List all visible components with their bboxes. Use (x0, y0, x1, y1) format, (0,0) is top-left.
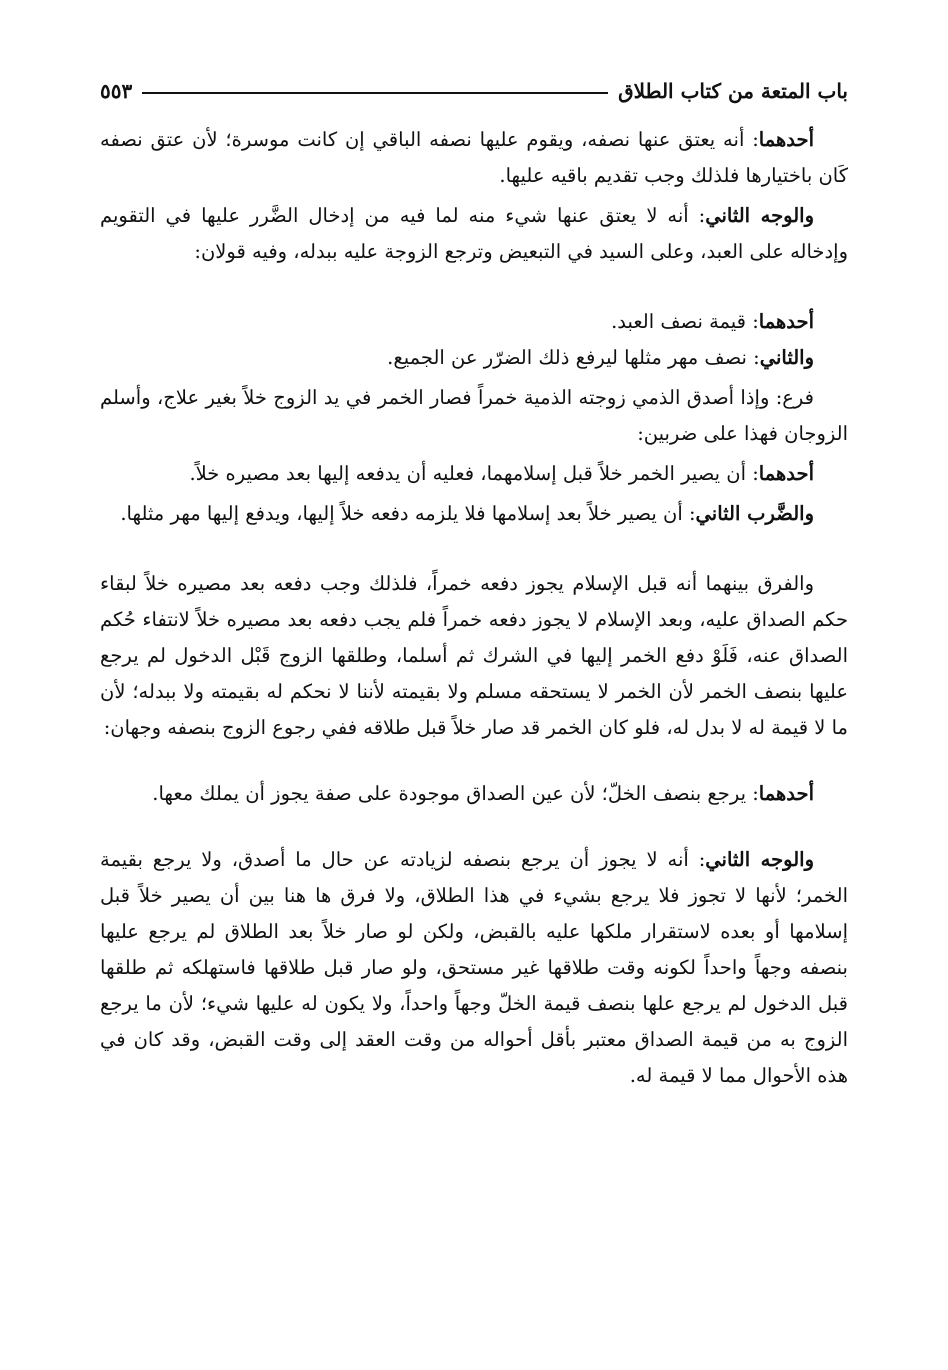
paragraph-lead: والوجه الثاني (705, 848, 814, 871)
paragraph-first-aspect (100, 776, 848, 812)
paragraph-lead: والضَّرب الثاني (695, 502, 814, 525)
header-rule (142, 92, 608, 94)
paragraph-text: : أنه لا يجوز أن يرجع بنصفه لزيادته عن حال ما أصدق، ولا يرجع بقيمة الخمر؛ لأنها لا تجوز فلا يرجع بشيء في هذا الطلاق، ولا فرق ها هنا بين أن يصير خلاً قبل إسلامها أو بعده لاستقرار ملكها عليه بالقبض، ولكن لو صار خلاً بعد الطلاق لم يرجع عليها بنصفه وجهاً واحداً لكونه وقت طلاقها غير مستحق، ولو صار قبل طلاقها فاستهلكه ثم طلقها قبل الدخول لم يرجع علها بنصف قيمة الخلّ وجهاً واحداً، ولا يكون له عليها شيء؛ لأن ما يرجع الزوج به من قيمة الصداق معتبر بأقل أحواله من وقت العقد إلى وقت القبض، وقد كان في هذه الأحوال مما لا قيمة له. (100, 848, 848, 1087)
paragraph-first-case (100, 456, 848, 492)
paragraph-text: : نصف مهر مثلها ليرفع ذلك الضرّر عن الجميع. (387, 346, 760, 369)
paragraph-difference (100, 566, 848, 746)
paragraph-lead: والوجه الثاني (705, 204, 814, 227)
running-header (100, 74, 848, 108)
paragraph-text: فرع: وإذا أصدق الذمي زوجته الذمية خمراً فصار الخمر في يد الزوج خلاً بغير علاج، وأسلم الزوجان فهذا على ضربين: (100, 386, 848, 445)
paragraph-lead: أحدهما (758, 462, 814, 485)
paragraph-lead: أحدهما (758, 128, 814, 151)
paragraph-text: والفرق بينهما أنه قبل الإسلام يجوز دفعه خمراً، فلذلك وجب دفعه بعد مصيره خلاً لبقاء حكم الصداق عليه، وبعد الإسلام لا يجوز دفعه خمراً فلم يجب دفعه بعد مصيره خلاً لانتفاء حُكم الصداق عنه، فَلَوْ دفع الخمر إليها في الشرك ثم أسلما، وطلقها الزوج قَبْل الدخول لم يرجع عليها بنصف الخمر لأن الخمر لا يستحقه مسلم ولا بقيمته لأننا لا نحكم له بقيمته ولا ببدله؛ لأن ما لا قيمة له لا بدل له، فلو كان الخمر قد صار خلاً قبل طلاقه ففي رجوع الزوج بنصفه وجهان: (100, 572, 848, 739)
paragraph-text: : يرجع بنصف الخلّ؛ لأن عين الصداق موجودة على صفة يجوز أن يملك معها. (152, 782, 759, 805)
paragraph-text: : أن يصير الخمر خلاً قبل إسلامهما، فعليه أن يدفعه إليها بعد مصيره خلاً. (189, 462, 759, 485)
paragraph-branch-issue (100, 380, 848, 452)
page-number: ٥٥٣ (100, 79, 133, 103)
paragraph-lead: أحدهما (758, 310, 814, 333)
paragraph-first-opinion (100, 122, 848, 194)
paragraph-text: : أنه يعتق عنها نصفه، ويقوم عليها نصفه الباقي إن كانت موسرة؛ لأن عتق نصفه كَان باختيارها فلذلك وجب تقديم باقيه عليها. (100, 128, 848, 187)
chapter-title: باب المتعة من كتاب الطلاق (618, 79, 848, 103)
paragraph-text: : أنه لا يعتق عنها شيء منه لما فيه من إدخال الضَّرر عليها في التقويم وإدخاله على العبد، وعلى السيد في التبعيض وترجع الزوجة عليه ببدله، وفيه قولان: (100, 204, 848, 263)
paragraph-text: : أن يصير خلاً بعد إسلامها فلا يلزمه دفعه خلاً إليها، ويدفع إليها مهر مثلها. (120, 502, 696, 525)
paragraph-second-case (100, 496, 848, 532)
paragraph-second-saying (100, 340, 848, 376)
paragraph-text: : قيمة نصف العبد. (611, 310, 759, 333)
paragraph-first-saying (100, 304, 848, 340)
paragraph-second-view (100, 198, 848, 270)
paragraph-lead: والثاني (759, 346, 814, 369)
page-body (100, 122, 848, 1094)
paragraph-lead: أحدهما (758, 782, 814, 805)
paragraph-second-aspect (100, 842, 848, 1094)
